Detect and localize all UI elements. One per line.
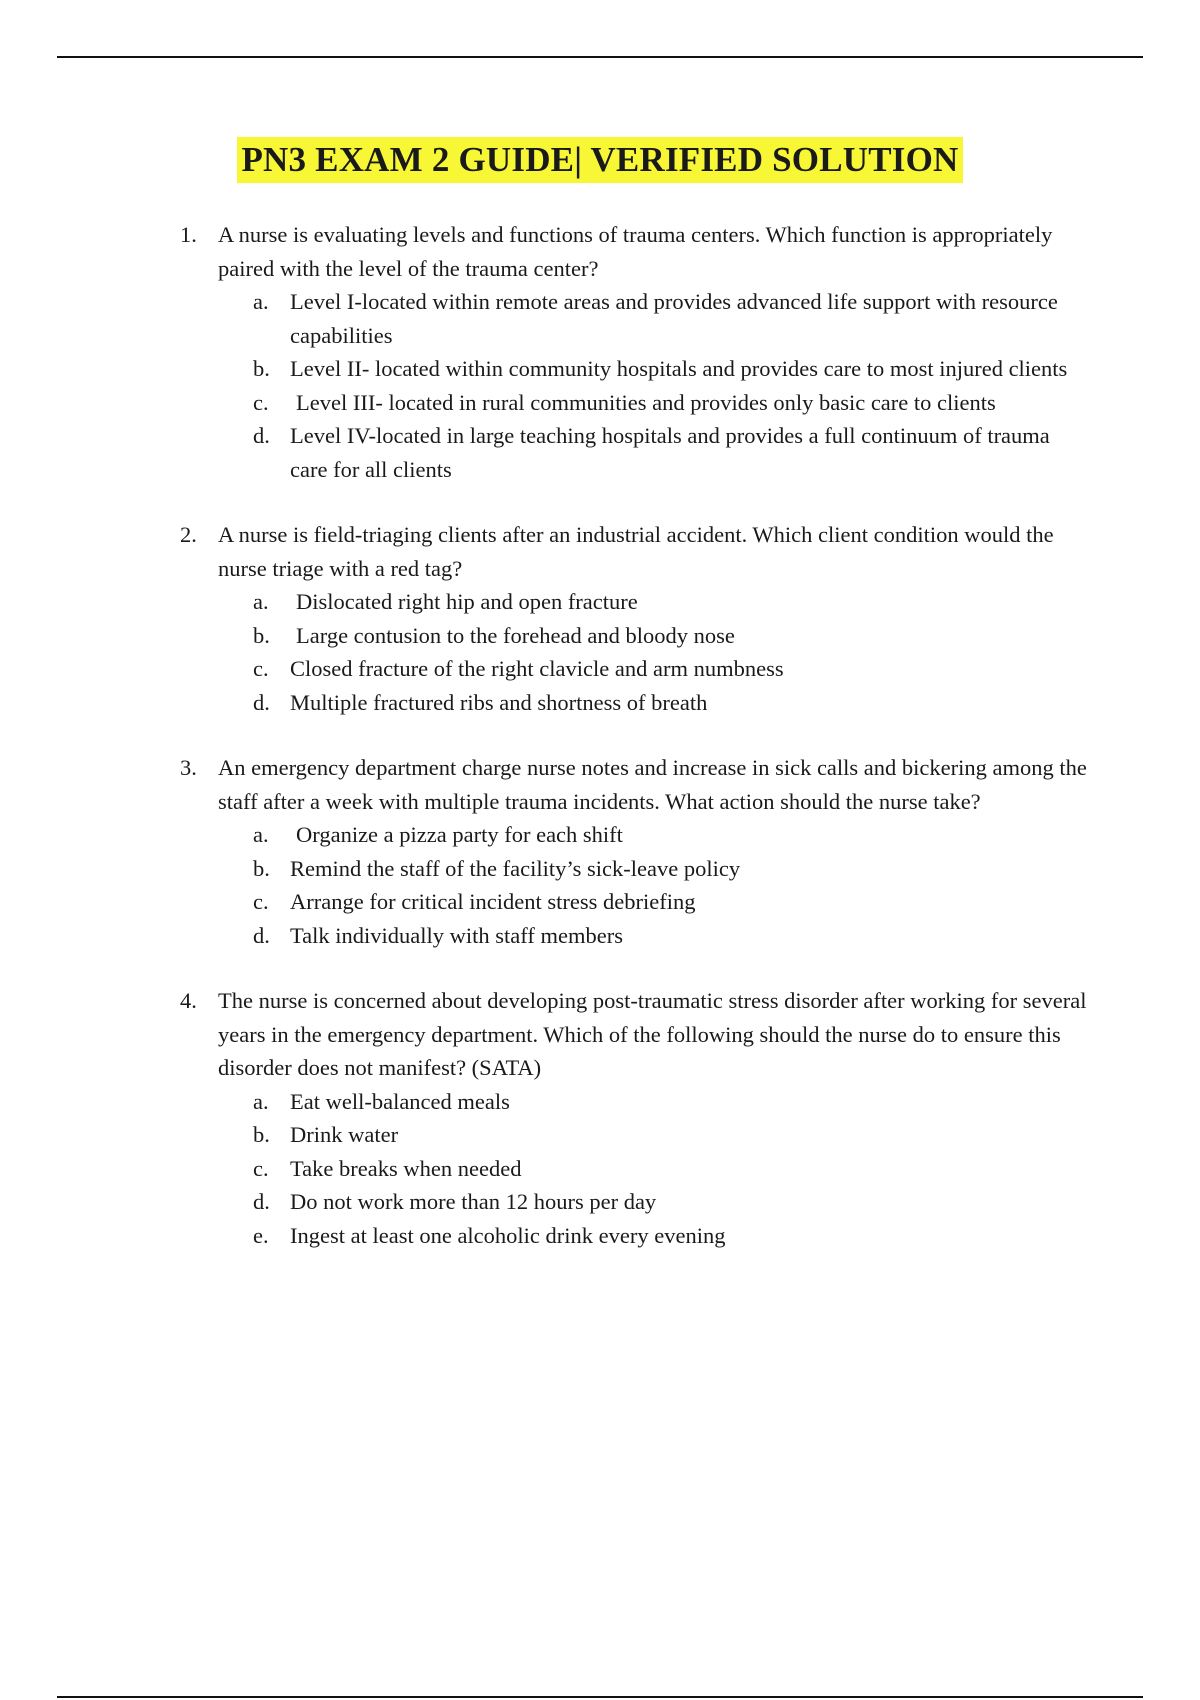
- question-text: An emergency department charge nurse notes and increase in sick calls and bickering among the staff after a week with multiple trauma incidents. What action should the nurse take?: [218, 755, 1087, 814]
- option-letter: c.: [253, 889, 269, 914]
- option-c: [0, 885, 1200, 919]
- option-list: [0, 1085, 1200, 1253]
- option-text: Dislocated right hip and open fracture: [296, 589, 638, 614]
- option-c: [0, 386, 1200, 420]
- option-a: [0, 1085, 1200, 1119]
- question-number: 3.: [180, 755, 197, 780]
- option-letter: c.: [253, 389, 269, 415]
- option-e: [0, 1219, 1200, 1253]
- option-text: Talk individually with staff members: [290, 922, 623, 948]
- option-letter: b.: [253, 356, 270, 381]
- option-text: Take breaks when needed: [290, 1155, 522, 1181]
- option-c: [0, 1152, 1200, 1186]
- option-b: [0, 619, 1200, 653]
- option-d: [0, 419, 1200, 486]
- question-number: 2.: [180, 522, 197, 547]
- question-4: [0, 984, 1200, 1252]
- question-text: The nurse is concerned about developing post-traumatic stress disorder after working for several years in the emergency department. Which of the following should the nurse do to ensure this disorder does not manifest? (SATA): [218, 988, 1087, 1080]
- option-list: [0, 818, 1200, 952]
- option-text: Level II- located within community hospitals and provides care to most injured clients: [290, 356, 1068, 381]
- option-a: [0, 585, 1200, 619]
- option-letter: b.: [253, 855, 270, 881]
- option-d: [0, 1185, 1200, 1219]
- option-letter: b.: [253, 622, 270, 648]
- top-rule: [57, 56, 1143, 58]
- option-letter: c.: [253, 656, 269, 681]
- option-letter: a.: [253, 589, 269, 614]
- option-text: Do not work more than 12 hours per day: [290, 1189, 657, 1214]
- question-number: 1.: [180, 222, 197, 247]
- option-letter: e.: [253, 1222, 269, 1248]
- option-b: [0, 1118, 1200, 1152]
- bottom-rule: [57, 1696, 1143, 1698]
- option-letter: a.: [253, 822, 269, 847]
- question-text: A nurse is evaluating levels and functions of trauma centers. Which function is appropriately paired with the level of the trauma center?: [218, 222, 1053, 281]
- option-letter: a.: [253, 289, 269, 314]
- option-letter: d.: [253, 423, 270, 448]
- option-text: Level IV-located in large teaching hospitals and provides a full continuum of trauma care for all clients: [290, 423, 1050, 482]
- option-letter: d.: [253, 922, 270, 948]
- option-text: Closed fracture of the right clavicle and arm numbness: [290, 656, 784, 681]
- question-number: 4.: [180, 988, 197, 1013]
- option-text: Large contusion to the forehead and bloody nose: [296, 622, 735, 648]
- option-list: [0, 585, 1200, 719]
- option-list: [0, 285, 1200, 486]
- option-d: [0, 919, 1200, 953]
- option-letter: a.: [253, 1088, 269, 1114]
- option-a: [0, 285, 1200, 352]
- option-letter: c.: [253, 1155, 269, 1181]
- option-text: Drink water: [290, 1122, 399, 1147]
- option-text: Multiple fractured ribs and shortness of breath: [290, 689, 708, 715]
- question-text: A nurse is field-triaging clients after an industrial accident. Which client condition would the nurse triage with a red tag?: [218, 522, 1054, 581]
- option-b: [0, 352, 1200, 386]
- question-3: [0, 751, 1200, 952]
- option-d: [0, 686, 1200, 720]
- page-title: PN3 EXAM 2 GUIDE| VERIFIED SOLUTION: [237, 137, 962, 183]
- option-a: [0, 818, 1200, 852]
- title-container: [0, 137, 1200, 183]
- question-1: [0, 218, 1200, 486]
- option-text: Ingest at least one alcoholic drink every evening: [290, 1222, 726, 1248]
- option-letter: d.: [253, 1189, 270, 1214]
- option-letter: d.: [253, 689, 270, 715]
- question-list: [0, 218, 1200, 1284]
- option-text: Organize a pizza party for each shift: [296, 822, 623, 847]
- option-letter: b.: [253, 1122, 270, 1147]
- option-text: Arrange for critical incident stress debriefing: [290, 889, 696, 914]
- option-text: Eat well-balanced meals: [290, 1088, 510, 1114]
- option-text: Level I-located within remote areas and provides advanced life support with resource capabilities: [290, 289, 1058, 348]
- option-text: Level III- located in rural communities and provides only basic care to clients: [296, 389, 996, 415]
- question-2: [0, 518, 1200, 719]
- option-c: [0, 652, 1200, 686]
- option-text: Remind the staff of the facility’s sick-leave policy: [290, 855, 741, 881]
- option-b: [0, 852, 1200, 886]
